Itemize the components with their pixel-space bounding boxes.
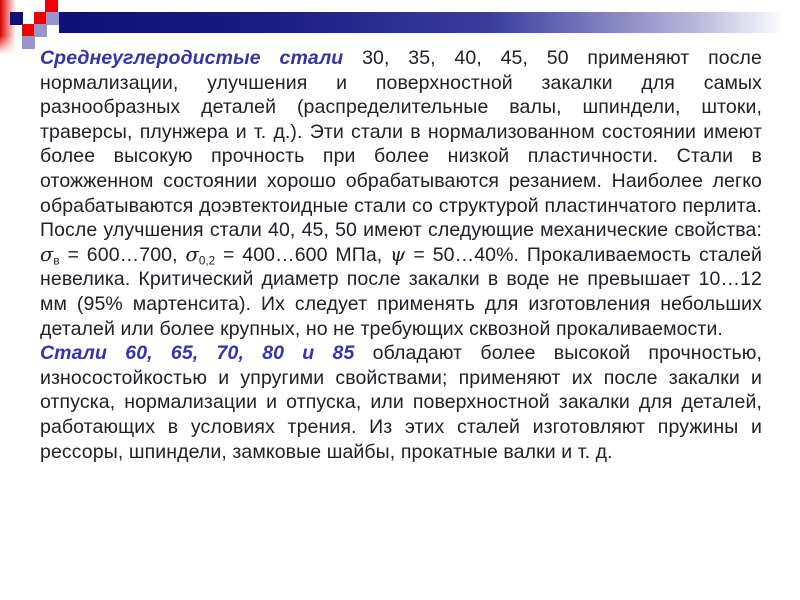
text-segment: в xyxy=(53,254,60,268)
slide-body-text xyxy=(40,46,762,464)
lavender-square xyxy=(22,36,35,49)
text-segment: = 400…600 МПа, xyxy=(215,243,391,266)
navy-square xyxy=(10,12,23,25)
text-segment: 0,2 xyxy=(198,254,216,268)
text-segment: обладают более высокой прочностью, износостойкостью и упругими свойствами; применяют их после закалки и отпуска, нормализации и отпуска, или поверхностной закалки для деталей, работающих в условиях трения. Из этих сталей изготовляют пружины и рессоры, шпиндели, замковые шайбы, прокатные валки и т. д. xyxy=(40,342,762,463)
header-bar xyxy=(59,12,800,33)
text-segment: ψ xyxy=(390,242,406,266)
red-square xyxy=(22,24,35,37)
red-square xyxy=(45,0,58,13)
lead-in-text: Среднеуглеродистые стали xyxy=(40,47,344,69)
paragraph xyxy=(40,46,762,341)
lavender-square xyxy=(46,12,59,25)
pixel-squares-decoration xyxy=(0,0,70,52)
text-segment: σ xyxy=(185,242,199,266)
text-segment: σ xyxy=(40,242,54,266)
text-segment: = 600…700, xyxy=(59,243,186,266)
red-square xyxy=(34,12,47,25)
text-segment: = 50…40%. Прокаливаемость сталей невелика. Критический диаметр после закалки в воде не превышает 10…12 мм (95% мартенсита). Их следует применять для изготовления небольших деталей или более крупных, но не требующих сквозной прокаливаемости. xyxy=(40,243,762,340)
lavender-square xyxy=(34,24,47,37)
text-segment: 30, 35, 40, 45, 50 применяют после нормализации, улучшения и поверхностной закалки для самых разнообразных деталей (распределительные валы, шпиндели, штоки, траверсы, плунжера и т. д.). Эти стали в нормализованном состоянии имеют более высокую прочность при более низкой пластичности. Стали в отожженном состоянии хорошо обрабатываются резанием. Наиболее легко обрабатываются доэвтектоидные стали со структурой пластинчатого перлита. После улучшения стали 40, 45, 50 имеют следующие механические свойства: xyxy=(40,47,762,242)
lead-in-text: Стали 60, 65, 70, 80 и 85 xyxy=(40,342,355,365)
paragraph xyxy=(40,341,762,464)
